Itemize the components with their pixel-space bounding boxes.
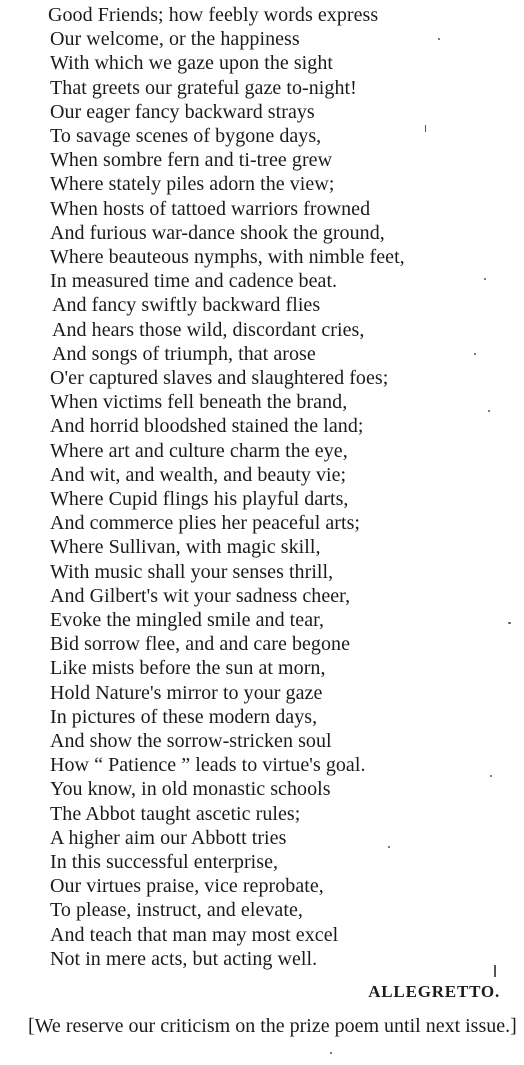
poem-line: And furious war-dance shook the ground, [50,221,385,244]
poem-line: When sombre fern and ti-tree grew [50,149,333,172]
poem-line: And show the sorrow-stricken soul [50,730,332,752]
poem-line: Not in mere acts, but acting well. [50,947,318,970]
poem-line: To savage scenes of bygone days, [50,125,322,147]
print-speck [484,278,486,280]
poem-line: Our virtues praise, vice reprobate, [50,875,324,898]
poem-line: You know, in old monastic schools [50,778,331,801]
print-speck [488,410,490,412]
poem-line: In this successful enterprise, [50,851,279,873]
poem-line: And commerce plies her peaceful arts; [50,512,361,535]
print-speck [330,1052,332,1054]
poem-line: And teach that man may most excel [50,923,339,946]
poem-line: Where art and culture charm the eye, [50,439,348,462]
poem-line: Where beauteous nymphs, with nimble feet, [50,246,405,268]
poem-line: And songs of triumph, that arose [52,342,316,365]
poem-line: When victims fell beneath the brand, [50,391,348,414]
poem-line: Where Sullivan, with magic skill, [50,536,321,559]
poem-line: The Abbot taught ascetic rules; [50,802,301,825]
poem-line: How “ Patience ” leads to virtue's goal. [50,754,366,777]
print-speck [490,775,492,777]
poem-line: Our welcome, or the happiness [50,28,300,51]
poem-line: And wit, and wealth, and beauty vie; [50,463,347,486]
poem-signature: ALLEGRETTO. [368,982,500,1001]
poem-line: And fancy swiftly backward flies [52,294,321,317]
poem-line: With music shall your senses thrill, [50,560,334,583]
poem-line: Bid sorrow flee, and and care begone [50,633,351,656]
poem-line: In measured time and cadence beat. [50,270,338,293]
poem-line: O'er captured slaves and slaughtered foes; [50,367,389,389]
poem-line: When hosts of tattoed warriors frowned [50,197,371,220]
poem-line: With which we gaze upon the sight [50,52,333,75]
poem-line: Hold Nature's mirror to your gaze [50,681,323,704]
poem-line: Like mists before the sun at morn, [50,657,326,680]
print-speck [508,622,511,624]
poem-line: A higher aim our Abbott tries [50,826,287,849]
poem-line: That greets our grateful gaze to-night! [50,76,357,99]
poem-line: And hears those wild, discordant cries, [52,318,365,341]
editorial-note: [We reserve our criticism on the prize poem until next issue.] [28,1015,517,1037]
print-speck [494,965,496,977]
poem-line: Evoke the mingled smile and tear, [50,609,325,631]
print-speck [388,846,390,848]
poem-line: In pictures of these modern days, [50,705,318,728]
print-speck [474,353,476,355]
poem-line: And horrid bloodshed stained the land; [50,415,364,438]
poem-line: To please, instruct, and elevate, [50,899,303,922]
print-speck [438,38,440,40]
poem-line: Our eager fancy backward strays [50,100,315,123]
poem-line: Good Friends; how feebly words express [48,4,379,26]
poem-line: And Gilbert's wit your sadness cheer, [50,584,351,607]
poem-line: Where stately piles adorn the view; [50,173,335,196]
print-speck [425,125,426,132]
poem-line: Where Cupid flings his playful darts, [50,488,349,510]
